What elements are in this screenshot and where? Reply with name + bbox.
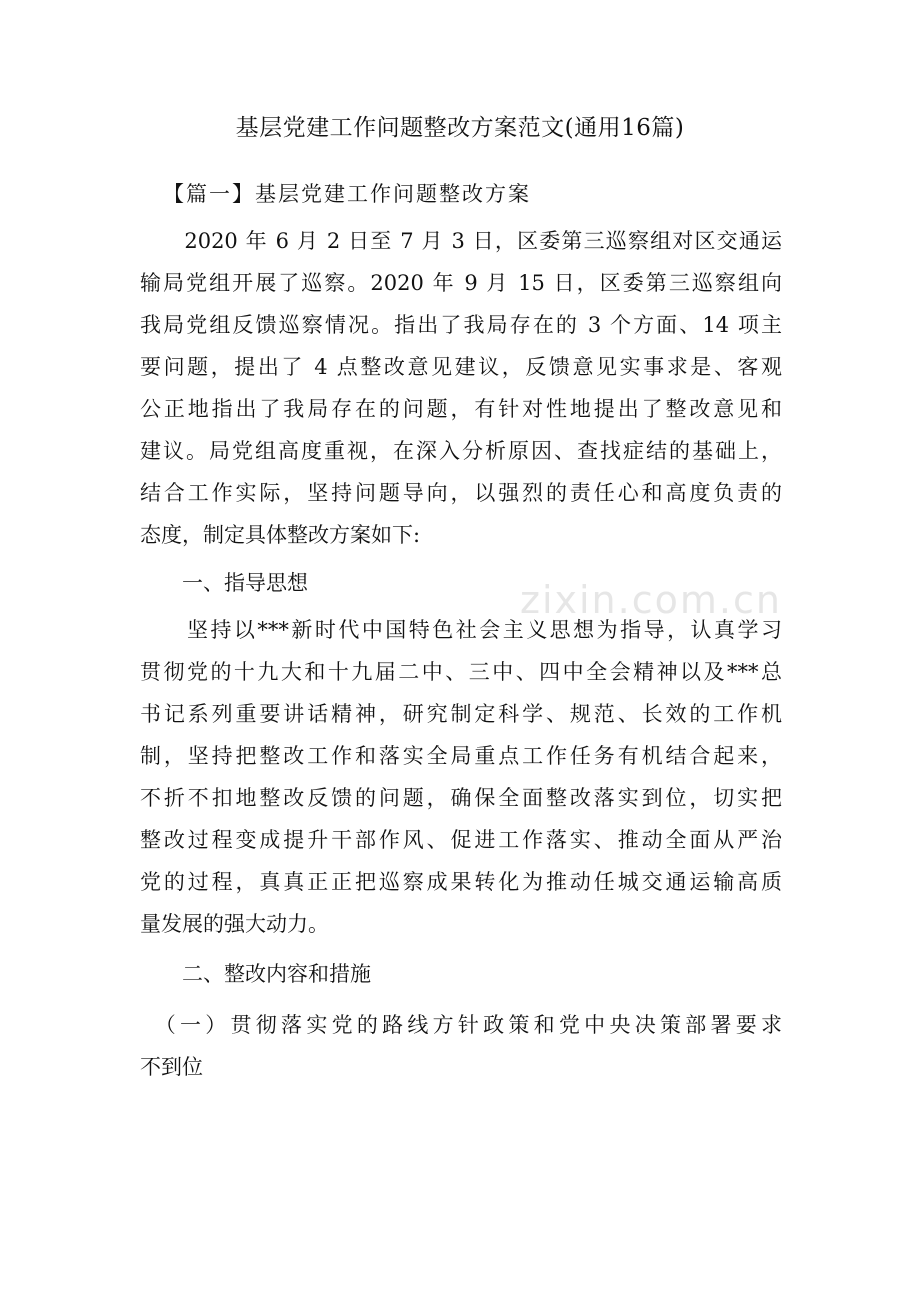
paragraph-line: 量发展的强大动力。 <box>140 912 329 936</box>
paragraph-line: 态度，制定具体整改方案如下: <box>140 523 421 547</box>
paragraph-line: 结合工作实际，坚持问题导向，以强烈的责任心和高度负责的 <box>140 481 782 505</box>
paragraph-line: 建议。局党组高度重视，在深入分析原因、查找症结的基础上， <box>140 439 782 463</box>
paragraph-line: 制，坚持把整改工作和落实全局重点工作任务有机结合起来， <box>140 744 782 768</box>
paragraph-line: 公正地指出了我局存在的问题，有针对性地提出了整改意见和 <box>140 397 782 421</box>
paragraph-line: 不折不扣地整改反馈的问题，确保全面整改落实到位，切实把 <box>140 786 782 810</box>
paragraph-line: 贯彻党的十九大和十九届二中、三中、四中全会精神以及***总 <box>140 660 782 684</box>
paragraph-line: 我局党组反馈巡察情况。指出了我局存在的 3 个方面、14 项主 <box>140 313 782 337</box>
paragraph-line: （一）贯彻落实党的路线方针政策和党中央决策部署要求 <box>140 1013 782 1037</box>
paragraph-line: 要问题，提出了 4 点整改意见建议，反馈意见实事求是、客观 <box>140 355 782 379</box>
paragraph-line: 输局党组开展了巡察。2020 年 9 月 15 日，区委第三巡察组向 <box>140 271 782 295</box>
subheading-guiding-thought: 一、指导思想 <box>140 571 308 595</box>
paragraph-line: 不到位 <box>140 1055 203 1079</box>
paragraph-line: 2020 年 6 月 2 日至 7 月 3 日，区委第三巡察组对区交通运 <box>140 229 782 253</box>
paragraph-line: 书记系列重要讲话精神，研究制定科学、规范、长效的工作机 <box>140 702 782 726</box>
subheading-rectification-content: 二、整改内容和措施 <box>140 962 371 986</box>
paragraph-line: 整改过程变成提升干部作风、促进工作落实、推动全面从严治 <box>140 828 782 852</box>
section-heading: 【篇一】基层党建工作问题整改方案 <box>163 182 531 206</box>
watermark: zixin.com.cn <box>520 578 782 622</box>
paragraph-line: 党的过程，真真正正把巡察成果转化为推动任城交通运输高质 <box>140 870 782 894</box>
paragraph-line: 坚持以***新时代中国特色社会主义思想为指导，认真学习 <box>140 618 782 642</box>
document-title: 基层党建工作问题整改方案范文(通用16篇) <box>235 115 685 141</box>
